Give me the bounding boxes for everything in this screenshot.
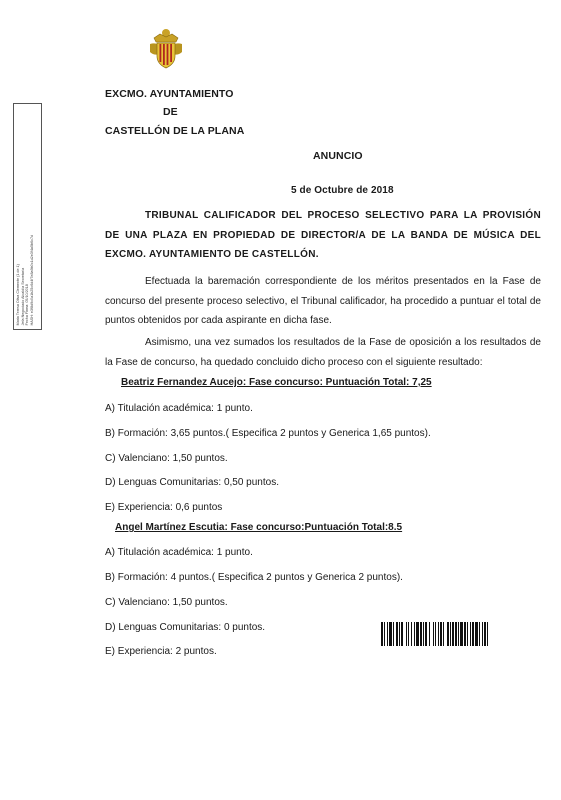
stamp-date: Fecha Firma: 05/10/2018 — [25, 283, 30, 325]
organization-city: CASTELLÓN DE LA PLANA — [105, 125, 245, 137]
document-type-label: ANUNCIO — [313, 150, 363, 162]
list-item: C) Valenciano: 1,50 puntos. — [105, 453, 228, 464]
candidate-heading: Beatriz Fernandez Aucejo: Fase concurso: Puntuación Total: 7,25 — [121, 377, 432, 388]
paragraph-result: Asimismo, una vez sumados los resultados de la Fase de oposición a los resultados de la Fase de concurso, ha quedado concluido dicho proceso con el siguiente resultado: — [105, 337, 541, 368]
candidate-heading: Angel Martínez Escutia: Fase concurso:Puntuación Total:8.5 — [115, 522, 403, 533]
document-date: 5 de Octubre de 2018 — [291, 185, 394, 196]
list-item: A) Titulación académica: 1 punto. — [105, 403, 253, 414]
list-item: A) Titulación académica: 1 punto. — [105, 547, 253, 558]
coat-of-arms-logo — [146, 28, 186, 70]
document-title: TRIBUNAL CALIFICADOR DEL PROCESO SELECTIVO PARA LA PROVISIÓN DE UNA PLAZA EN PROPIEDAD DE DIRECTOR/A DE LA BANDA DE MÚSICA DEL EXCMO. AYUNTAMIENTO DE CASTELLÓN. — [105, 210, 541, 260]
list-item: C) Valenciano: 1,50 puntos. — [105, 597, 228, 608]
organization-name-connector: DE — [163, 106, 178, 118]
barcode — [381, 622, 541, 646]
list-item: B) Formación: 3,65 puntos.( Especifica 2 puntos y Generica 1,65 puntos). — [105, 428, 431, 439]
list-item: D) Lenguas Comunitarias: 0,50 puntos. — [105, 477, 279, 488]
list-item: B) Formación: 4 puntos.( Especifica 2 puntos y Generica 2 puntos). — [105, 572, 403, 583]
signature-stamp — [13, 103, 42, 330]
stamp-role: Jefa Negociado Alcaldía Secretaría — [20, 267, 25, 325]
list-item: E) Experiencia: 0,6 puntos — [105, 502, 223, 513]
organization-name: EXCMO. AYUNTAMIENTO — [105, 88, 234, 100]
paragraph-intro: Efectuada la baremación correspondiente de los méritos presentados en la Fase de concurso del presente proceso selectivo, el Tribunal calificador, ha procedido a puntuar el total de puntos obtenidos por cada aspirante en dicha fase. — [105, 276, 541, 326]
list-item: D) Lenguas Comunitarias: 0 puntos. — [105, 622, 266, 633]
list-item: E) Experiencia: 2 puntos. — [105, 646, 217, 657]
stamp-signer: Maria Teresa Oliva Clemente (1 de 1) — [16, 263, 20, 325]
signature-stamp-text — [16, 105, 34, 325]
stamp-hash: HASH: e3f8d9c0a1b25c6d4f7e8a9b0c1d2e3f4a5b6c7d — [29, 234, 34, 325]
